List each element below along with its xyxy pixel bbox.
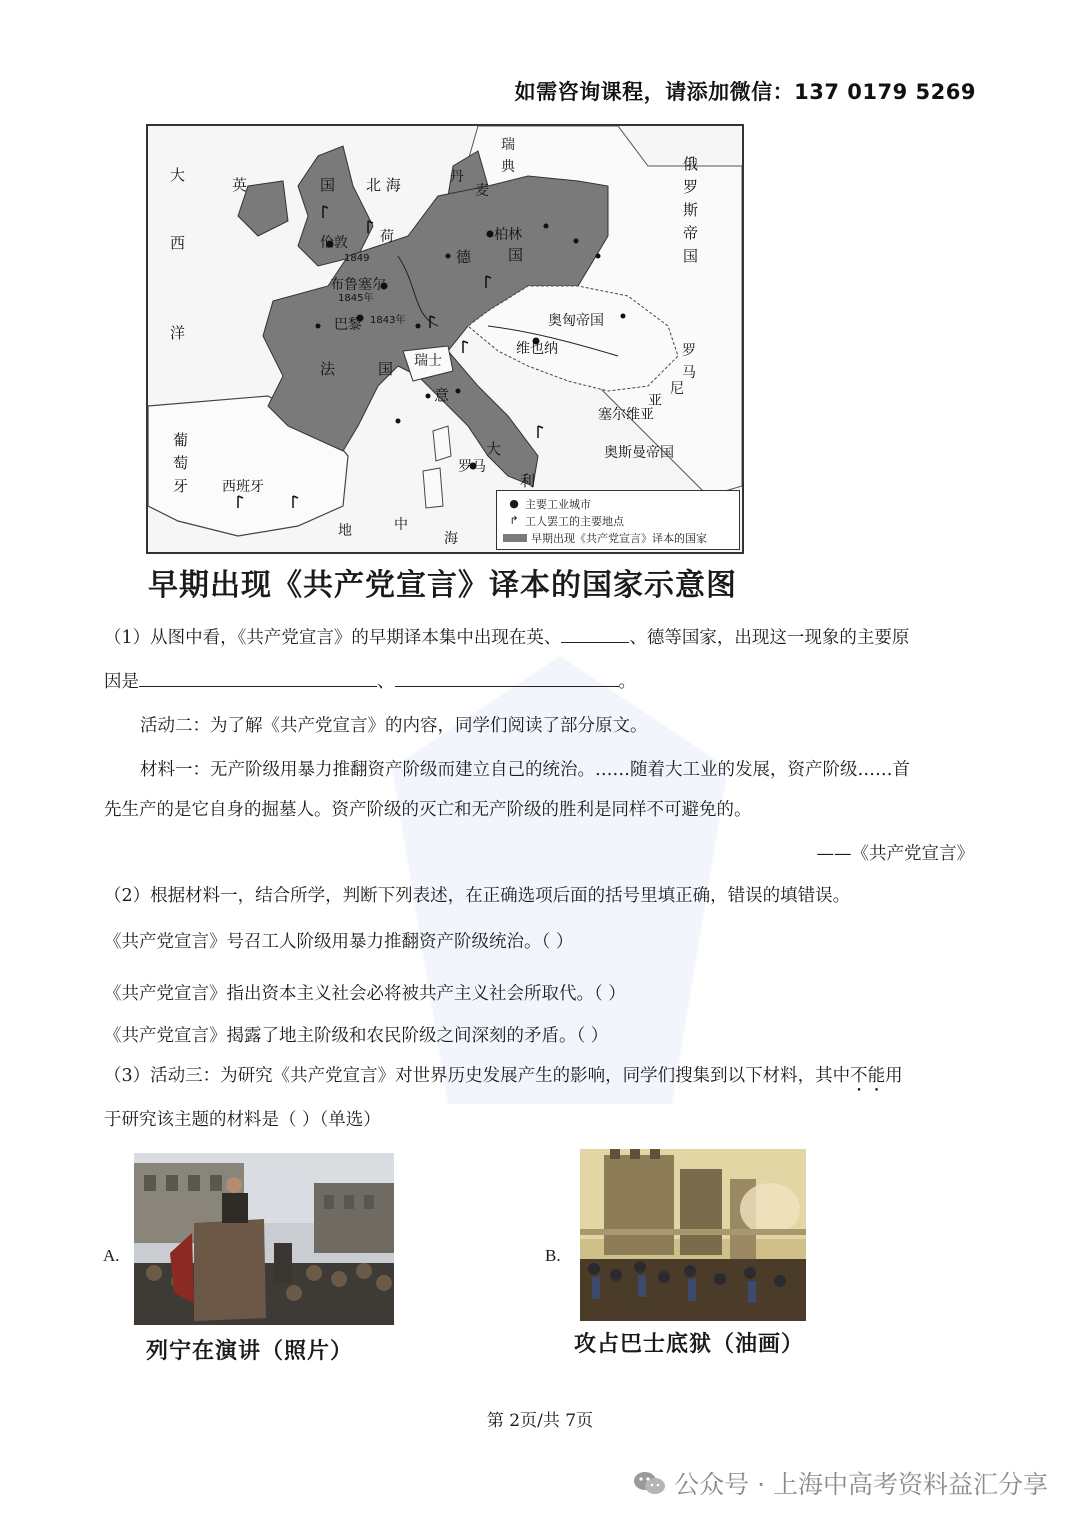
map-label-med-3: 海 <box>444 531 458 547</box>
material1-line1: 材料一：无产阶级用暴力推翻资产阶级而建立自己的统治。……随着大工业的发展，资产阶级……首 <box>140 760 910 780</box>
map-label-denmark-1: 丹 <box>450 169 464 185</box>
q1-text-a: （1）从图中看，《共产党宣言》的早期译本集中出现在英、 <box>104 628 562 648</box>
map-label-berlin: 柏林 <box>494 227 522 243</box>
lenin-speech-photo[interactable] <box>134 1153 394 1325</box>
q2-statement-1 <box>104 928 976 956</box>
map-label-paris: 巴黎 <box>334 317 362 333</box>
map-label-med-2: 中 <box>394 517 408 533</box>
map-caption: 早期出现《共产党宣言》译本的国家示意图 <box>148 568 737 603</box>
map-label-spain: 西班牙 <box>222 479 264 495</box>
material1-source: ——《共产党宣言》 <box>816 844 974 864</box>
material1-line2: 先生产的是它自身的掘墓人。资产阶级的灭亡和无产阶级的胜利是同样不可避免的。 <box>104 800 752 820</box>
q1-end: 。 <box>618 672 636 692</box>
flag-icon: ↱ <box>509 514 519 527</box>
map-label-london: 伦敦 <box>320 235 348 251</box>
map-label-1849: 1849 <box>344 253 370 264</box>
map-label-austria: 奥匈帝国 <box>548 313 604 329</box>
q3-line1 <box>104 1062 984 1096</box>
map-label-uk-1: 英 <box>232 176 248 194</box>
europe-map <box>146 124 744 554</box>
q1-text-c: 因是 <box>104 672 139 692</box>
map-label-romania-3: 尼 <box>670 381 684 397</box>
map-label-portugal: 葡萄牙 <box>171 432 189 501</box>
legend-country: 早期出现《共产党宣言》译本的国家 <box>531 531 707 545</box>
map-label-sweden-1: 瑞 <box>501 137 515 153</box>
q3-line2: 于研究该主题的材料是（ ）（单选） <box>104 1110 381 1130</box>
map-label-germany-1: 德 <box>456 248 472 266</box>
footer-watermark <box>632 1465 1048 1501</box>
q3-text-b: 用 <box>885 1066 903 1086</box>
q1-blank-2[interactable] <box>139 668 377 687</box>
map-label-atlantic-2: 西 <box>170 234 186 252</box>
map-label-1843: 1843年 <box>370 315 406 326</box>
gray-swatch-icon <box>503 534 527 542</box>
map-label-russia: 俄罗斯帝国 <box>681 156 699 271</box>
map-label-atlantic-3: 洋 <box>170 324 186 342</box>
map-label-serbia: 塞尔维亚 <box>598 407 654 423</box>
map-label-rome: 罗马 <box>458 459 486 475</box>
page-number: 第 2页/共 7页 <box>486 1411 594 1431</box>
map-label-romania-2: 马 <box>682 365 696 381</box>
map-label-netherlands: 荷 <box>380 229 394 245</box>
option-a-label[interactable]: A. <box>103 1246 120 1265</box>
contact-info: 如需咨询课程，请添加微信：137 0179 5269 <box>514 80 976 104</box>
map-label-france-1: 法 <box>320 360 336 378</box>
q1-blank-1[interactable] <box>561 624 629 643</box>
map-label-1845: 1845年 <box>338 293 374 304</box>
q2-prompt: （2）根据材料一，结合所学，判断下列表述，在正确选项后面的括号里填正确，错误的填错误。 <box>104 886 851 906</box>
q1-text-b: 、德等国家，出现这一现象的主要原 <box>629 628 910 648</box>
q2-statement-2[interactable]: 《共产党宣言》指出资本主义社会必将被共产主义社会所取代。（ ） <box>104 984 626 1004</box>
map-label-sweden-2: 典 <box>501 159 515 175</box>
map-label-swiss: 瑞士 <box>414 353 442 369</box>
q2-s1-bracket[interactable]: 。（ ） <box>524 932 574 952</box>
map-label-romania-1: 罗 <box>682 343 696 359</box>
map-label-romania-4: 亚 <box>648 393 662 409</box>
map-label-uk-2: 国 <box>320 176 336 194</box>
bastille-image <box>580 1149 806 1321</box>
q2-s1-text: 《共产党宣言》号召工人阶级用暴力推翻资产阶级统治 <box>104 932 524 952</box>
activity2: 活动二：为了解《共产党宣言》的内容，同学们阅读了部分原文。 <box>140 716 648 736</box>
map-label-vienna: 维也纳 <box>516 341 558 357</box>
q2-statement-3[interactable]: 《共产党宣言》揭露了地主阶级和农民阶级之间深刻的矛盾。（ ） <box>104 1026 609 1046</box>
map-label-brussels: 布鲁塞尔 <box>330 277 386 293</box>
map-label-france-2: 国 <box>378 360 394 378</box>
map-label-italy-2: 大 <box>486 440 502 458</box>
map-label-italy-3: 利 <box>520 472 536 490</box>
map-label-denmark-2: 麦 <box>475 183 489 199</box>
map-label-ottoman: 奥斯曼帝国 <box>604 445 674 461</box>
option-b-caption: 攻占巴士底狱（油画） <box>574 1331 805 1357</box>
dot-icon: ● <box>509 497 519 510</box>
q1-line1 <box>104 624 976 652</box>
bastille-painting[interactable] <box>580 1149 806 1321</box>
map-label-germany-2: 国 <box>508 246 524 264</box>
q1-line2 <box>104 668 976 696</box>
legend-city: 主要工业城市 <box>525 497 591 511</box>
q3-emphasis: 不能 <box>850 1066 886 1086</box>
lenin-speech-image <box>134 1153 394 1325</box>
legend-strike: 工人罢工的主要地点 <box>525 514 624 528</box>
map-label-north-sea: 北 海 <box>366 176 401 194</box>
q1-sep: 、 <box>377 672 395 692</box>
wechat-icon <box>632 1470 666 1496</box>
map-label-italy-1: 意 <box>434 386 450 404</box>
map-legend <box>496 490 740 550</box>
map-label-atlantic-1: 大 <box>170 166 186 184</box>
option-b-label[interactable]: B. <box>545 1246 561 1265</box>
watermark-text: 公众号 · 上海中高考资料益汇分享 <box>674 1470 1048 1499</box>
map-label-med-1: 地 <box>338 523 352 539</box>
q3-text-a: （3）活动三：为研究《共产党宣言》对世界历史发展产生的影响，同学们搜集到以下材料，其中 <box>104 1066 851 1086</box>
option-a-caption: 列宁在演讲（照片） <box>146 1338 354 1364</box>
q1-blank-3[interactable] <box>395 668 619 687</box>
